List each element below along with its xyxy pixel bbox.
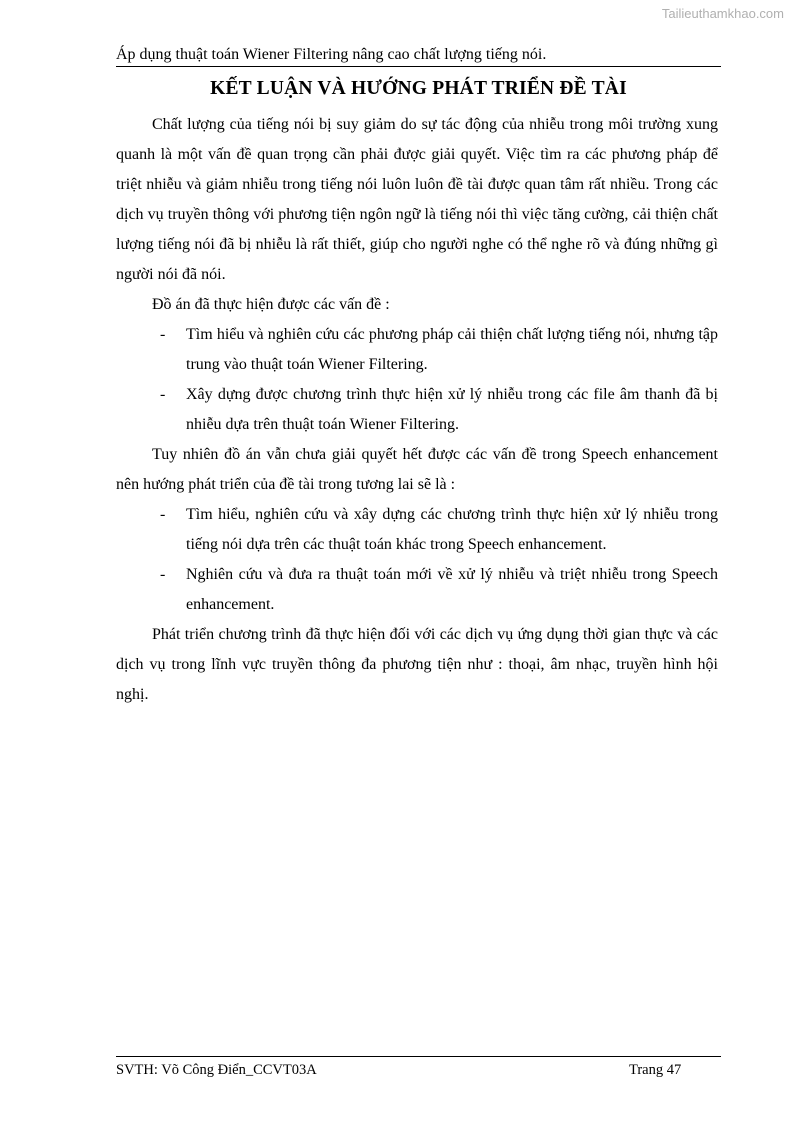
bullet-marker: - <box>160 386 166 403</box>
list-item-text: Tìm hiểu, nghiên cứu và xây dựng các chương trình thực hiện xử lý nhiễu trong tiếng nói dựa trên các thuật toán khác trong Speech enhancement. <box>186 506 718 553</box>
page-footer <box>116 1056 721 1078</box>
list-item-text: Tìm hiểu và nghiên cứu các phương pháp cải thiện chất lượng tiếng nói, nhưng tập trung vào thuật toán Wiener Filtering. <box>186 326 718 373</box>
bullet-marker: - <box>160 566 166 583</box>
paragraph-achievements-lead: Đồ án đã thực hiện được các vấn đề : <box>152 296 390 313</box>
list-item <box>116 560 718 620</box>
section-title: KẾT LUẬN VÀ HƯỚNG PHÁT TRIỂN ĐỀ TÀI <box>210 78 627 99</box>
document-body <box>116 110 718 710</box>
bullet-marker: - <box>160 506 166 523</box>
footer-author: SVTH: Võ Công Điển_CCVT03A <box>116 1062 317 1078</box>
paragraph-future: Phát triển chương trình đã thực hiện đối với các dịch vụ ứng dụng thời gian thực và các dịch vụ trong lĩnh vực truyền thông đa phương tiện như : thoại, âm nhạc, truyền hình hội nghị. <box>116 626 718 703</box>
running-header: Áp dụng thuật toán Wiener Filtering nâng cao chất lượng tiếng nói. <box>116 45 721 67</box>
list-item-text: Nghiên cứu và đưa ra thuật toán mới về xử lý nhiễu và triệt nhiễu trong Speech enhancement. <box>186 566 718 613</box>
list-item <box>116 380 718 440</box>
bullet-marker: - <box>160 326 166 343</box>
list-item-text: Xây dựng được chương trình thực hiện xử lý nhiễu trong các file âm thanh đã bị nhiễu dựa trên thuật toán Wiener Filtering. <box>186 386 718 433</box>
paragraph-intro: Chất lượng của tiếng nói bị suy giảm do sự tác động của nhiễu trong môi trường xung quanh là một vấn đề quan trọng cần phải được giải quyết. Việc tìm ra các phương pháp để triệt nhiễu và giảm nhiễu trong tiếng nói luôn luôn đề tài được quan tâm rất nhiều. Trong các dịch vụ truyền thông với phương tiện ngôn ngữ là tiếng nói thì việc tăng cường, cải thiện chất lượng tiếng nói đã bị nhiễu là rất thiết, giúp cho người nghe có thể nghe rõ và đúng những gì người nói đã nói. <box>116 116 718 283</box>
list-item <box>116 500 718 560</box>
watermark: Tailieuthamkhao.com <box>661 6 784 21</box>
footer-page-number: Trang 47 <box>629 1062 682 1078</box>
list-item <box>116 320 718 380</box>
paragraph-limitations: Tuy nhiên đồ án vẫn chưa giải quyết hết được các vấn đề trong Speech enhancement nên hướng phát triển của đề tài trong tương lai sẽ là : <box>116 446 718 493</box>
